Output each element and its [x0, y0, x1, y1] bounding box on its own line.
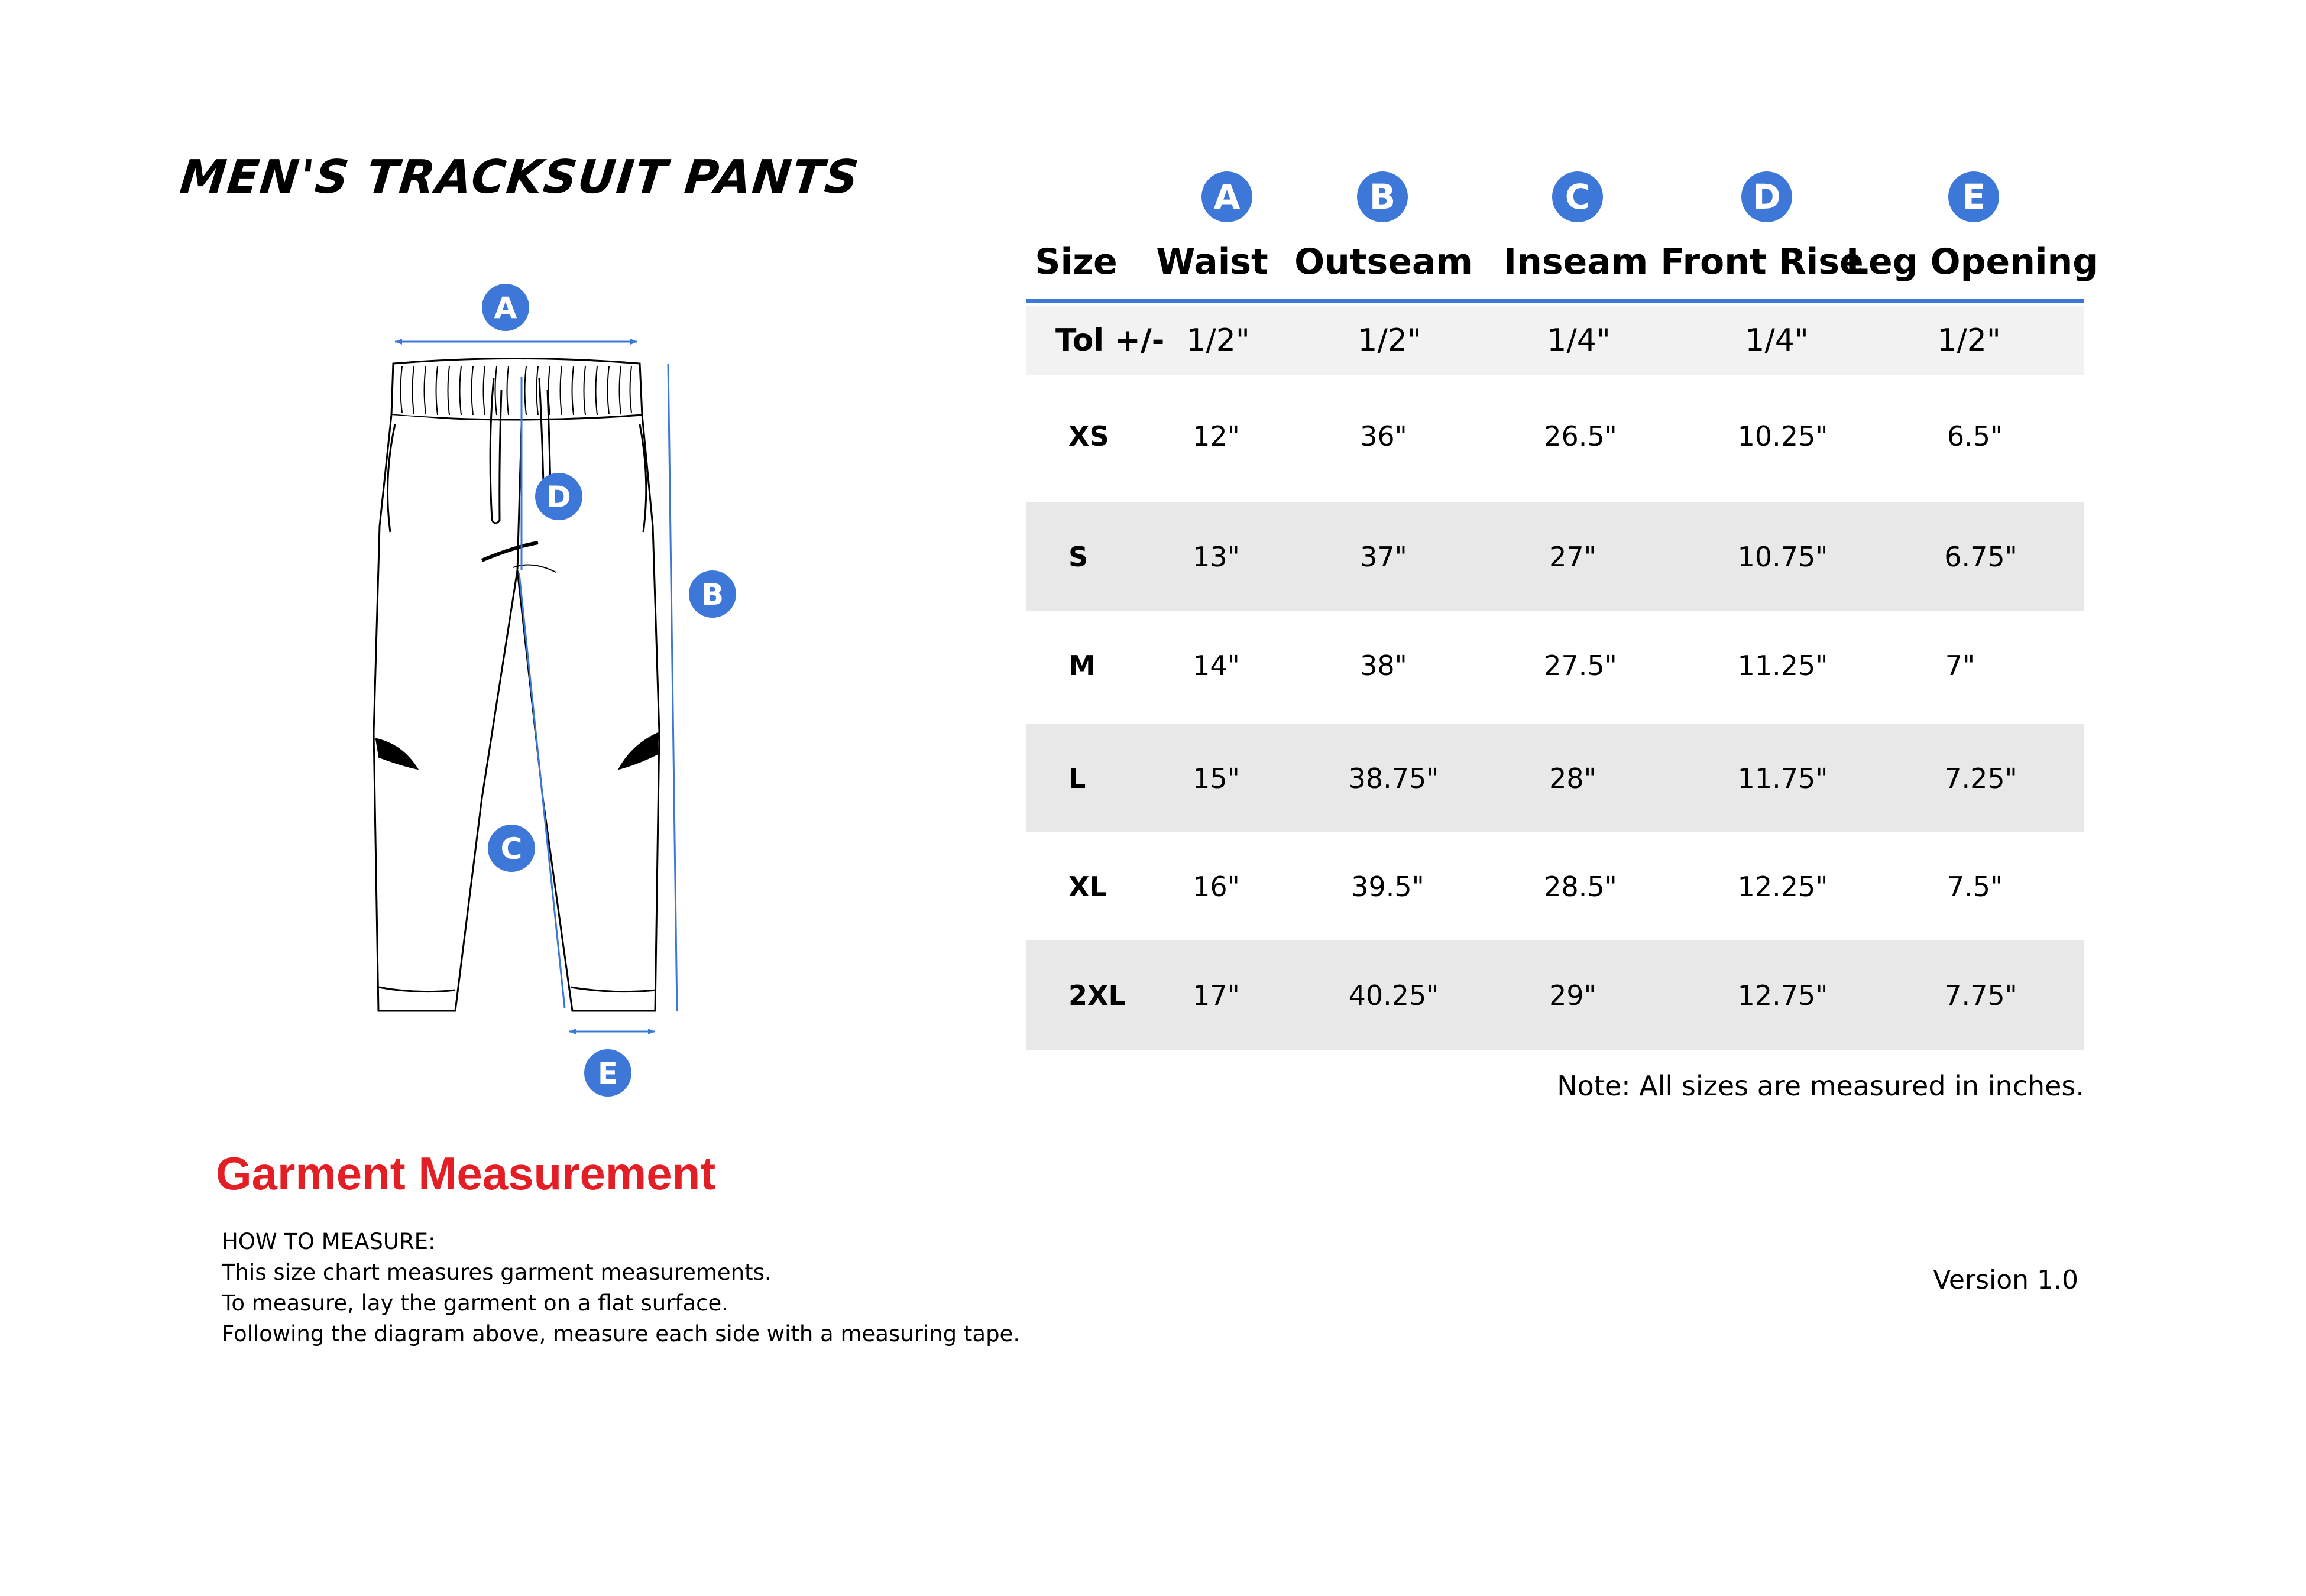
column-badge-a: A [1201, 171, 1252, 222]
table-cell: 12" [1193, 420, 1240, 452]
table-cell: 1/4" [1745, 323, 1809, 358]
header-leg-opening: Leg Opening [1845, 241, 2098, 283]
leg-opening-measure-line [569, 1029, 655, 1034]
table-cell: 11.25" [1737, 649, 1828, 682]
table-cell: 14" [1193, 649, 1240, 682]
table-cell: 6.5" [1947, 420, 2003, 452]
table-row [1026, 611, 2084, 720]
header-outseam: Outseam [1294, 241, 1473, 283]
column-letter-badges [1026, 171, 2084, 231]
table-row [1026, 502, 2084, 611]
table-cell: 7.75" [1944, 979, 2017, 1011]
table-cell: 29" [1549, 979, 1596, 1011]
table-cell: 38" [1360, 649, 1407, 682]
tolerance-label: Tol +/- [1055, 323, 1165, 358]
badge-b [689, 570, 736, 618]
table-cell: 12.25" [1737, 870, 1828, 903]
svg-text:D: D [546, 480, 571, 514]
badge-d [535, 473, 582, 520]
column-badge-c: C [1552, 171, 1603, 222]
table-cell: 1/2" [1186, 323, 1250, 358]
size-label: XS [1068, 420, 1109, 452]
badge-c [488, 825, 535, 872]
header-waist: Waist [1156, 241, 1268, 283]
table-cell: 36" [1360, 420, 1407, 452]
table-cell: 37" [1360, 540, 1407, 573]
pants-outline [374, 359, 659, 1011]
table-cell: 1/2" [1358, 323, 1421, 358]
header-divider [1026, 299, 2084, 303]
garment-measurement-title: Garment Measurement [216, 1147, 716, 1199]
svg-text:C: C [500, 832, 523, 866]
header-front-rise: Front Rise [1660, 241, 1864, 283]
how-to-line: Following the diagram above, measure each side with a measuring tape. [222, 1321, 1021, 1347]
table-cell: 7.5" [1947, 870, 2003, 903]
size-label: L [1068, 762, 1086, 794]
table-cell: 15" [1193, 762, 1240, 794]
size-label: M [1068, 649, 1096, 682]
table-cell: 26.5" [1544, 420, 1617, 452]
svg-text:A: A [494, 291, 517, 325]
waist-measure-line [395, 339, 637, 345]
table-cell: 12.75" [1737, 979, 1828, 1011]
table-cell: 39.5" [1351, 870, 1424, 903]
table-cell: 27" [1549, 540, 1596, 573]
table-cell: 28.5" [1544, 870, 1617, 903]
table-cell: 10.25" [1737, 420, 1828, 452]
header-inseam: Inseam [1503, 241, 1648, 283]
table-cell: 1/4" [1547, 323, 1611, 358]
table-cell: 28" [1549, 762, 1596, 794]
table-cell: 38.75" [1348, 762, 1439, 794]
table-cell: 10.75" [1737, 540, 1828, 573]
svg-text:E: E [597, 1056, 618, 1091]
pants-diagram [355, 278, 769, 1111]
outseam-measure-line [668, 364, 677, 1011]
table-cell: 27.5" [1544, 649, 1617, 682]
units-note: Note: All sizes are measured in inches. [1557, 1070, 2084, 1102]
table-cell: 11.75" [1737, 762, 1828, 794]
tolerance-row [1026, 306, 2084, 375]
svg-text:B: B [701, 578, 724, 612]
version-label: Version 1.0 [1933, 1265, 2078, 1295]
table-row [1026, 832, 2084, 940]
size-label: 2XL [1068, 979, 1126, 1011]
table-header [1026, 241, 2098, 288]
badge-a [482, 284, 529, 331]
column-badge-d: D [1741, 171, 1792, 222]
table-row [1026, 375, 2084, 497]
page-title: MEN'S TRACKSUIT PANTS [177, 151, 862, 204]
how-to-measure [222, 1227, 1020, 1350]
table-cell: 17" [1193, 979, 1240, 1011]
size-label: XL [1068, 870, 1107, 903]
table-row [1026, 724, 2084, 832]
table-cell: 6.75" [1944, 540, 2017, 573]
table-cell: 13" [1193, 540, 1240, 573]
how-to-line: This size chart measures garment measurements. [222, 1260, 772, 1285]
table-cell: 7.25" [1944, 762, 2017, 794]
how-to-line: HOW TO MEASURE: [222, 1229, 436, 1254]
header-size: Size [1035, 241, 1118, 283]
table-cell: 7" [1945, 649, 1975, 682]
size-label: S [1068, 540, 1089, 573]
table-cell: 40.25" [1348, 979, 1439, 1011]
table-row [1026, 940, 2084, 1050]
how-to-line: To measure, lay the garment on a flat surface. [222, 1290, 728, 1316]
table-cell: 1/2" [1937, 323, 2001, 358]
table-cell: 16" [1193, 870, 1240, 903]
badge-e [584, 1049, 631, 1097]
column-badge-b: B [1357, 171, 1408, 222]
column-badge-e: E [1948, 171, 1999, 222]
